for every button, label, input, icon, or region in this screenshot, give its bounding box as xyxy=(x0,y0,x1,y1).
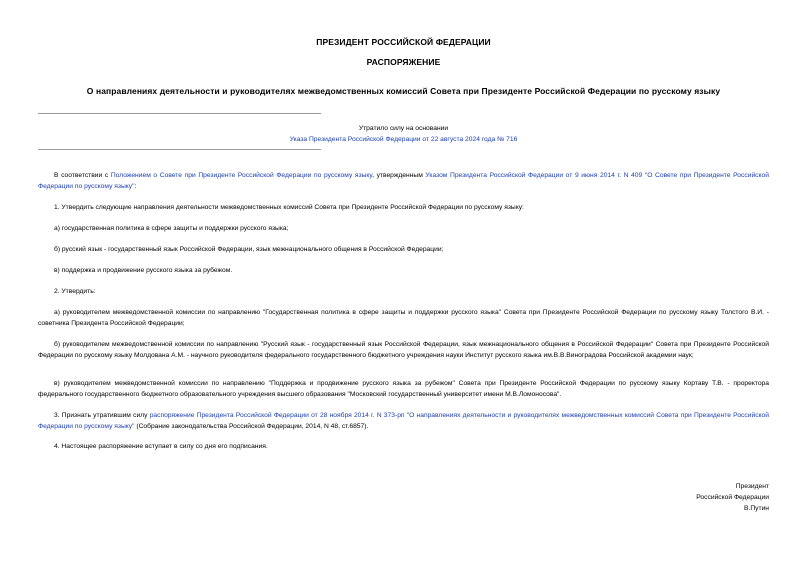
clause-1a: а) государственная политика в сфере защиты и поддержки русского языка; xyxy=(54,225,289,232)
document-authority: ПРЕЗИДЕНТ РОССИЙСКОЙ ФЕДЕРАЦИИ xyxy=(316,37,491,47)
clause-2a: а) руководителем межведомственной комиссии по направлению "Государственная политика в сфере защиты и поддержки русского языка" Совета при Президенте Российской Федерации по русскому языку Толстого В.И. - советника Президента Российской Федерации; xyxy=(38,309,769,327)
clause-3-text: 3. Признать утратившим силу xyxy=(54,412,150,419)
repealed-order-link[interactable]: распоряжение Президента Российской Федерации от 28 ноября 2014 г. N 373-рп "О направлениях деятельности и руководителях межведомственных комиссий Совета при Президенте Российской Федерации по русскому языку" xyxy=(38,412,769,430)
intro-text: : xyxy=(134,183,137,190)
status-line: Утратило силу на основании xyxy=(358,125,449,132)
clause-1: 1. Утвердить следующие направления деятельности межведомственных комиссий Совета при Президенте Российской Федерации по русскому языку: xyxy=(54,204,524,211)
clause-2b: б) руководителем межведомственной комиссии по направлению "Русский язык - государственный язык Российской Федерации, язык межнационального общения в Российской Федерации" Совета при Президенте Российской Федерации по русскому языку Молдована А.М. - научного руководителя федерального государственного бюджетного учреждения науки Институт русского языка им.В.В.Виноградова Российской академии наук; xyxy=(38,341,769,359)
signature-name: В.Путин xyxy=(744,505,769,512)
intro-paragraph xyxy=(38,170,769,192)
clause-2: 2. Утвердить: xyxy=(54,288,96,295)
clause-3-text: (Собрание законодательства Российской Федерации, 2014, N 48, ст.6857). xyxy=(134,423,369,430)
intro-text: В соответствии с xyxy=(54,172,111,179)
clause-2c: в) руководителем межведомственной комиссии по направлению "Поддержка и продвижение русского языка за рубежом" Совета при Президенте Российской Федерации по русскому языку Кортаву Т.В. - проректора федерального государственного бюджетного образовательного учреждения высшего образования "Московский государственный университет имени М.В.Ломоносова". xyxy=(38,380,769,398)
bottom-divider xyxy=(38,149,321,150)
top-divider xyxy=(38,113,321,114)
clause-1b: б) русский язык - государственный язык Российской Федерации, язык межнационального общения в Российской Федерации; xyxy=(54,246,444,253)
document-type: РАСПОРЯЖЕНИЕ xyxy=(366,57,441,67)
intro-text: , утвержденным xyxy=(372,172,426,179)
status-note xyxy=(0,123,807,145)
clause-1c: в) поддержка и продвижение русского языка за рубежом. xyxy=(54,267,233,274)
signature-block xyxy=(569,481,769,514)
signature-position-country: Российской Федерации xyxy=(696,494,769,501)
clause-3 xyxy=(38,410,769,432)
statute-link[interactable]: Положением о Совете при Президенте Российской Федерации по русскому языку xyxy=(110,172,373,179)
clause-4: 4. Настоящее распоряжение вступает в силу со дня его подписания. xyxy=(54,443,268,450)
signature-position: Президент xyxy=(735,483,769,490)
decree-link[interactable]: Указом Президента Российской Федерации от 9 июня 2014 г. N 409 "О Совете при Президенте Российской Федерации по русскому языку" xyxy=(38,172,769,190)
status-repeal-link[interactable]: Указа Президента Российской Федерации от 22 августа 2024 года № 716 xyxy=(289,136,518,143)
document-title: О направлениях деятельности и руководителях межведомственных комиссий Совета при Президенте Российской Федерации по русскому языку xyxy=(86,86,721,96)
